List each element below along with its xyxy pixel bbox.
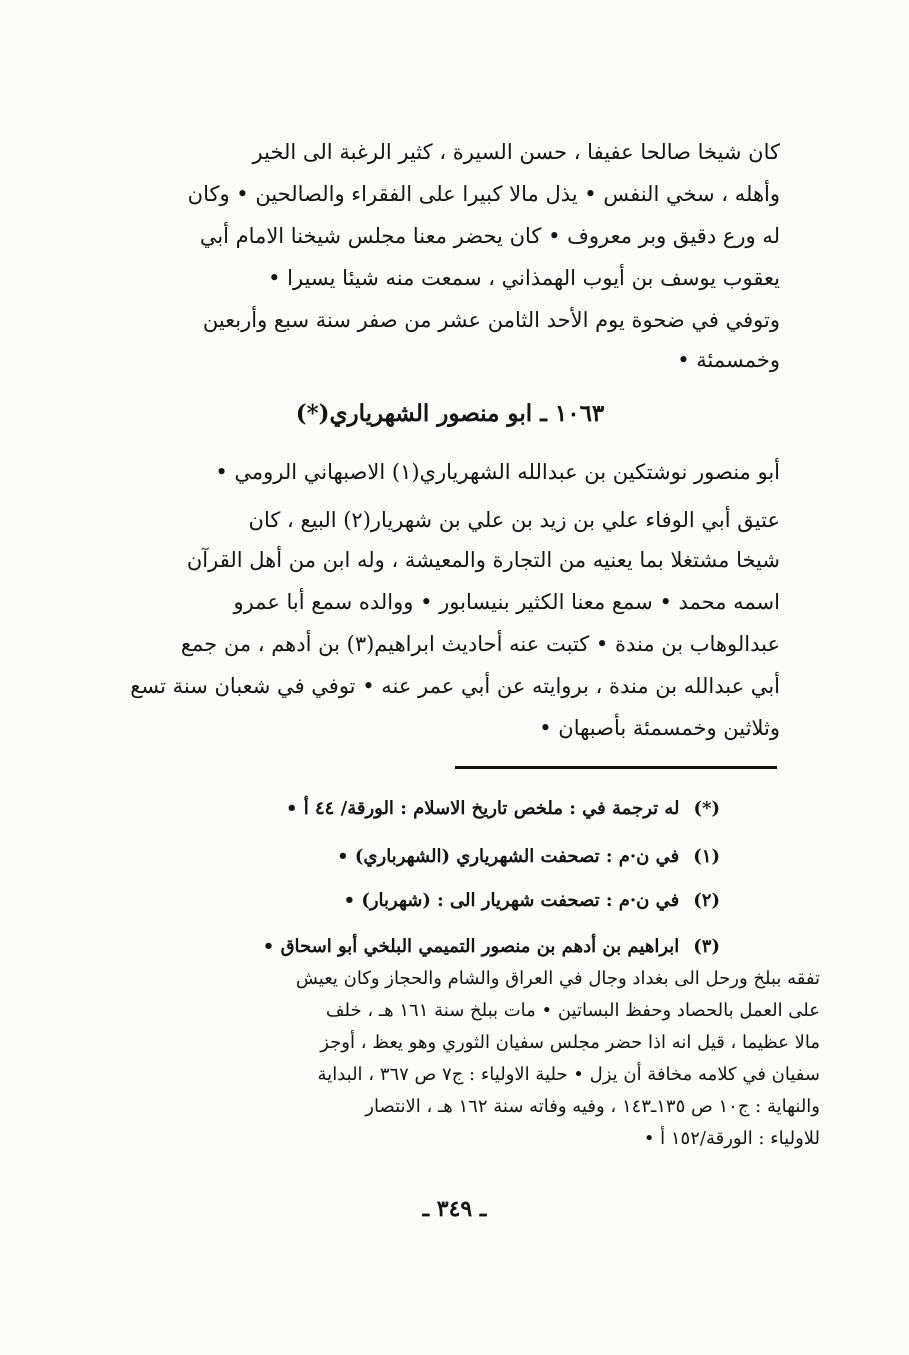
body-line: أبي عبدالله بن مندة ، بروايته عن أبي عمر عنه • توفي في شعبان سنة تسع [130,674,780,698]
footnote-line: تفقه ببلخ ورحل الى بغداد وجال في العراق والشام والحجاز وكان يعيش [295,968,820,989]
footnote-mark: (٣) [693,936,720,957]
footnote-mark: (*) [693,798,720,819]
footnote [120,846,720,867]
body-line: وأهله ، سخي النفس • يذل مالا كبيرا على الفقراء والصالحين • وكان [187,182,780,206]
body-line: وخمسمئة • [677,348,780,372]
body-line: عبدالوهاب بن مندة • كتبت عنه أحاديث ابراهيم(٣) بن أدهم ، من جمع [180,632,780,656]
footnote [120,936,720,957]
footnote-line: للاولياء : الورقة/١٥٢ أ • [643,1128,820,1149]
footnote-line: سفيان في كلامه مخافة أن يزل • حلية الاولياء : ج٧ ص ٣٦٧ ، البداية [317,1064,820,1085]
footnote-text: في ن·م : تصحفت الشهرياري (الشهرباري) • [337,846,680,867]
body-line: عتيق أبي الوفاء علي بن زيد بن علي بن شهريار(٢) البيع ، كان [248,508,780,532]
body-line: كان شيخا صالحا عفيفا ، حسن السيرة ، كثير الرغبة الى الخير [252,140,780,164]
entry-heading: ١٠٦٣ ـ ابو منصور الشهرياري(*) [295,400,605,427]
footnote-line: مالا عظيما ، قيل انه اذا حضر مجلس سفيان الثوري وهو يعظ ، أوجز [320,1032,820,1053]
footnote [120,890,720,911]
body-line: اسمه محمد • سمع معنا الكثير بنيسابور • ووالده سمع أبا عمرو [233,590,780,614]
body-line: شيخا مشتغلا بما يعنيه من التجارة والمعيشة ، وله ابن من أهل القرآن [186,548,780,572]
body-line: يعقوب يوسف بن أيوب الهمذاني ، سمعت منه شيئا يسيرا • [268,266,780,290]
body-line: أبو منصور نوشتكين بن عبدالله الشهرياري(١) الاصبهاني الرومي • [215,460,780,484]
footnote-mark: (٢) [693,890,720,911]
body-line: وتوفي في ضحوة يوم الأحد الثامن عشر من صفر سنة سبع وأربعين [202,308,780,332]
footnote-text: في ن·م : تصحفت شهريار الى : (شهربار) • [343,890,680,911]
body-line: وثلاثين وخمسمئة بأصبهان • [539,716,780,740]
footnote-divider [455,766,777,769]
body-line: له ورع دقيق وبر معروف • كان يحضر معنا مجلس شيخنا الامام أبي [199,224,780,248]
footnote-text: ابراهيم بن أدهم بن منصور التميمي البلخي أبو اسحاق • [262,936,680,957]
page-number: ـ ٣٤٩ ـ [422,1196,487,1222]
footnote-line: والنهاية : ج١٠ ص ١٣٥ـ١٤٣ ، وفيه وفاته سنة ١٦٢ هـ ، الانتصار [365,1096,820,1117]
footnote-text: له ترجمة في : ملخص تاريخ الاسلام : الورقة/ ٤٤ أ • [285,798,680,819]
footnote [120,798,720,819]
footnote-line: على العمل بالحصاد وحفظ البساتين • مات ببلخ سنة ١٦١ هـ ، خلف [325,1000,820,1021]
footnote-mark: (١) [693,846,720,867]
